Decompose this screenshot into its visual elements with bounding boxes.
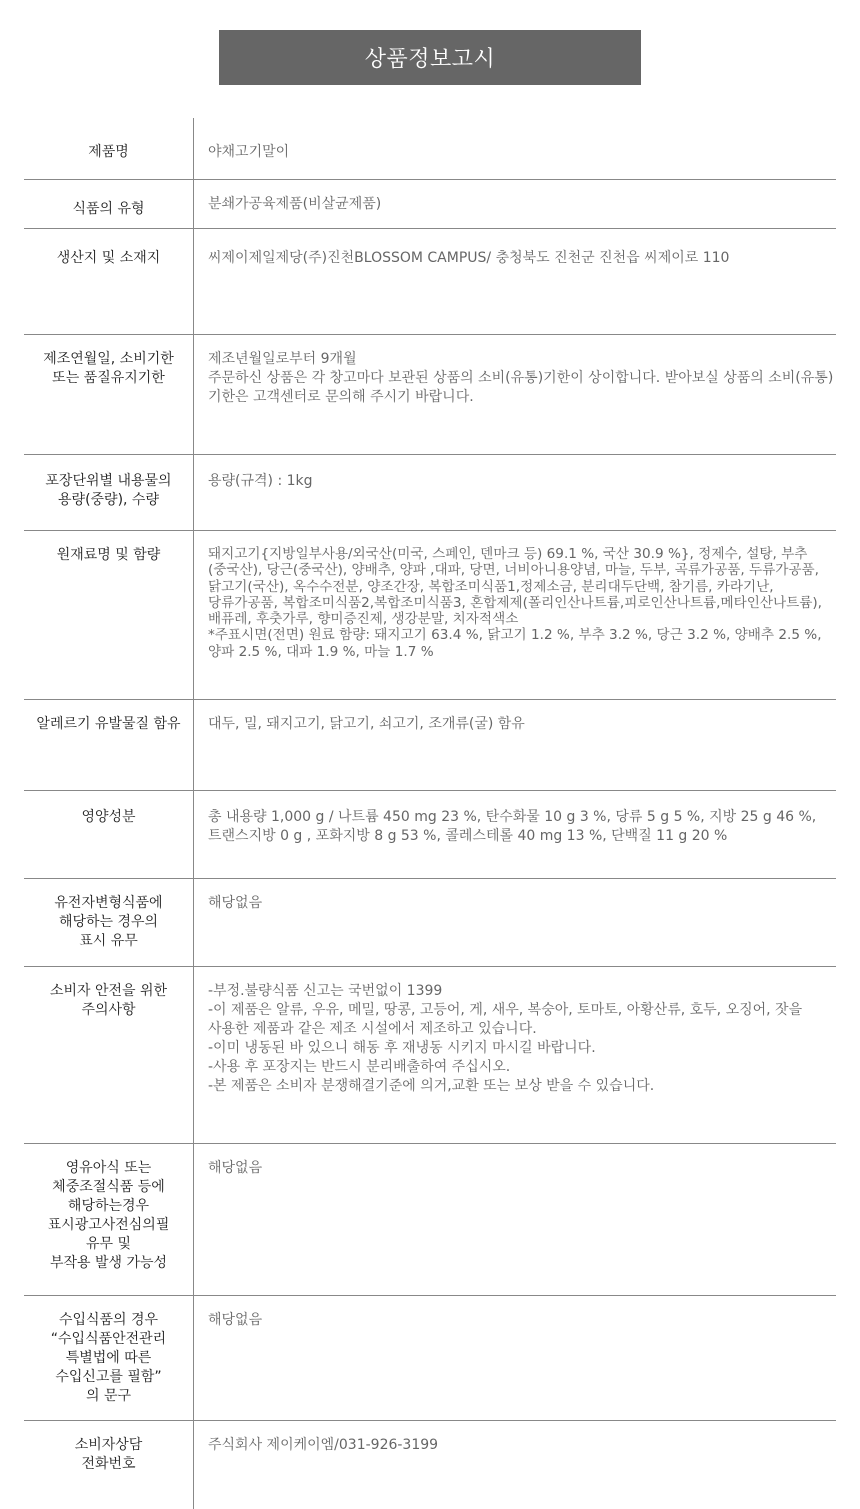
row-label: 소비자상담 전화번호 bbox=[24, 1421, 194, 1509]
row-label: 영양성분 bbox=[24, 791, 194, 878]
table-row bbox=[24, 118, 836, 180]
row-label: 수입식품의 경우 “수입식품안전관리 특별법에 따른 수입신고를 필함” 의 문구 bbox=[24, 1296, 194, 1420]
row-label: 영유아식 또는 체중조절식품 등에 해당하는경우 표시광고사전심의필 유무 및 부작용 발생 가능성 bbox=[24, 1144, 194, 1295]
table-row bbox=[24, 455, 836, 531]
row-value: 제조년월일로부터 9개월 주문하신 상품은 각 창고마다 보관된 상품의 소비(유통)기한이 상이합니다. 받아보실 상품의 소비(유통)기한은 고객센터로 문의해 주시기 바랍니다. bbox=[208, 351, 834, 405]
table-row bbox=[24, 531, 836, 700]
table-row bbox=[24, 967, 836, 1144]
table-row bbox=[24, 1144, 836, 1296]
row-label: 생산지 및 소재지 bbox=[24, 229, 194, 334]
row-label: 식품의 유형 bbox=[24, 180, 194, 228]
row-value: 총 내용량 1,000 g / 나트륨 450 mg 23 %, 탄수화물 10 g 3 %, 당류 5 g 5 %, 지방 25 g 46 %, 트랜스지방 0 g , 포화지방 8 g 53 %, 콜레스테롤 40 mg 13 %, 단백질 11 g 20 % bbox=[208, 809, 821, 844]
row-label: 소비자 안전을 위한 주의사항 bbox=[24, 967, 194, 1143]
row-value: 야채고기말이 bbox=[208, 144, 290, 160]
row-value: 해당없음 bbox=[208, 1312, 263, 1328]
row-value: 씨제이제일제당(주)진천BLOSSOM CAMPUS/ 충청북도 진천군 진천읍 씨제이로 110 bbox=[208, 250, 730, 266]
row-label: 포장단위별 내용물의 용량(중량), 수량 bbox=[24, 455, 194, 530]
row-value: 주식회사 제이케이엠/031-926-3199 bbox=[208, 1437, 439, 1453]
row-label: 제품명 bbox=[24, 118, 194, 179]
table-row bbox=[24, 229, 836, 335]
row-value: 해당없음 bbox=[208, 1160, 263, 1176]
page-title: 상품정보고시 bbox=[219, 30, 641, 85]
row-value: 해당없음 bbox=[208, 895, 263, 911]
table-row bbox=[24, 791, 836, 879]
row-value: 용량(규격) : 1kg bbox=[208, 473, 313, 489]
row-label: 원재료명 및 함량 bbox=[24, 531, 194, 699]
row-value: 돼지고기{지방일부사용/외국산(미국, 스페인, 덴마크 등) 69.1 %, 국산 30.9 %}, 정제수, 설탕, 부추(중국산), 당근(중국산), 양배추, 양파 ,대파, 당면, 너비아니용양념, 마늘, 두부, 곡류가공품, 두류가공품, 닭고기(국산), 옥수수전분, 양조간장, 복합조미식품1,정제소금, 분리대두단백, 참기름, 카라기난, 당류가공품, 복합조미식품2,복합조미식품3, 혼합제제(폴리인산나트륨,피로인산나트륨,메타인산나트륨), 배퓨레, 후춧가루, 향미증진제, 생강분말, 치자적색소 *주표시면(전면) 원료 함량: 돼지고기 63.4 %, 닭고기 1.2 %, 부추 3.2 %, 당근 3.2 %, 양배추 2.5 %, 양파 2.5 %, 대파 1.9 %, 마늘 1.7 % bbox=[208, 546, 822, 660]
table-row bbox=[24, 1296, 836, 1421]
table-row bbox=[24, 700, 836, 791]
row-label: 알레르기 유발물질 함유 bbox=[24, 700, 194, 790]
table-row bbox=[24, 335, 836, 455]
table-row bbox=[24, 879, 836, 967]
row-label: 유전자변형식품에 해당하는 경우의 표시 유무 bbox=[24, 879, 194, 966]
row-value: -부정.불량식품 신고는 국번없이 1399 -이 제품은 알류, 우유, 메밀, 땅콩, 고등어, 게, 새우, 복숭아, 토마토, 아황산류, 호두, 오징어, 잣을 사용한 제품과 같은 제조 시설에서 제조하고 있습니다. -이미 냉동된 바 있으니 해동 후 재냉동 시키지 마시길 바랍니다. -사용 후 포장지는 반드시 분리배출하여 주십시오. -본 제품은 소비자 분쟁해결기준에 의거,교환 또는 보상 받을 수 있습니다. bbox=[208, 983, 803, 1094]
row-value: 대두, 밀, 돼지고기, 닭고기, 쇠고기, 조개류(굴) 함유 bbox=[208, 716, 525, 732]
table-row bbox=[24, 180, 836, 229]
table-row bbox=[24, 1421, 836, 1509]
product-info-table bbox=[24, 118, 836, 1509]
row-value: 분쇄가공육제품(비살균제품) bbox=[208, 196, 382, 212]
row-label: 제조연월일, 소비기한 또는 품질유지기한 bbox=[24, 335, 194, 454]
